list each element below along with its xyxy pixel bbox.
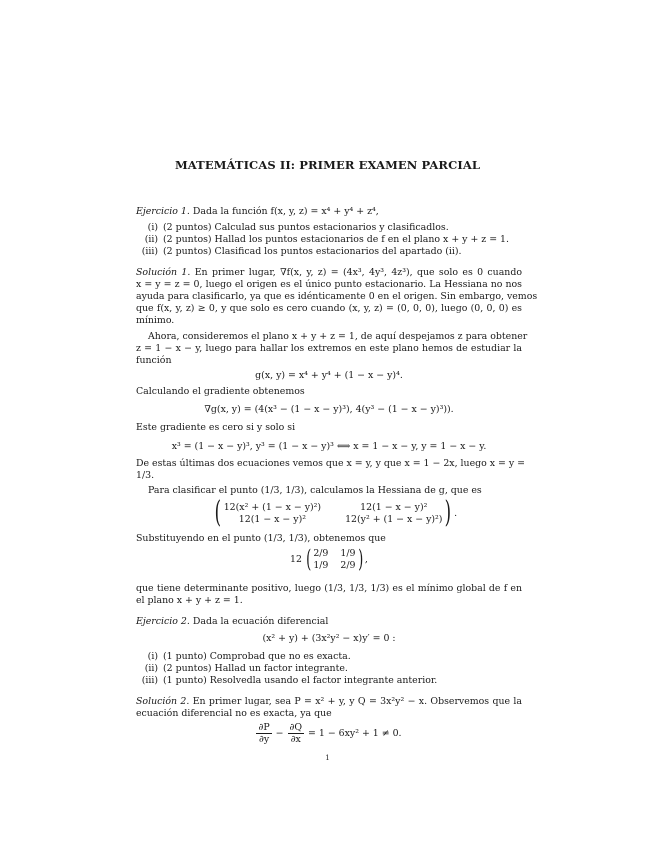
- solution-1-line: mínimo.: [136, 315, 175, 326]
- right-paren: ): [357, 545, 363, 573]
- page-number: 1: [325, 754, 330, 762]
- exercise-1-heading: [136, 206, 522, 217]
- item-number: (ii): [144, 234, 158, 245]
- solution-1-line: que tiene determinante positivo, luego (1/3, 1/3, 1/3) es el mínimo global de f en: [136, 583, 522, 594]
- left-paren: (: [214, 495, 222, 530]
- matrix-cell: 12(1 − x − y)²: [238, 513, 306, 525]
- hessian-value-grid: [313, 548, 355, 571]
- fraction-numerator: ∂Q: [289, 722, 303, 733]
- solution-1-line: z = 1 − x − y, luego para hallar los extremos en este plano hemos de estudiar la: [136, 343, 522, 354]
- item-number: (ii): [144, 663, 158, 674]
- solution-1-line: Substituyendo en el punto (1/3, 1/3), obtenemos que: [136, 533, 386, 544]
- hessian-matrix: ( 12(x² + (1 − x − y)²) 12(1 − x − y)² 12(1 − x − y)² 12(y² + (1 − x − y)²) ) .: [214, 495, 458, 530]
- exercise-1-label: Ejercicio 1.: [136, 206, 190, 217]
- matrix-cell: 1/9: [313, 559, 329, 571]
- exercise-2-heading: [136, 616, 522, 627]
- fraction-dq: [288, 722, 305, 745]
- item-text: (2 puntos) Calculad sus puntos estacionarios y clasificadlos.: [163, 222, 449, 233]
- fraction-denominator: ∂y: [258, 734, 270, 745]
- right-paren: ): [445, 495, 452, 530]
- solution-2-label: Solución 2.: [136, 696, 190, 707]
- item-number: (iii): [141, 675, 158, 686]
- page-title: MATEMÁTICAS II: PRIMER EXAMEN PARCIAL: [174, 158, 481, 172]
- solution-1-line: De estas últimas dos ecuaciones vemos que x = y, y que x = 1 − 2x, luego x = y =: [136, 458, 525, 469]
- solution-1-line: el plano x + y + z = 1.: [136, 595, 243, 606]
- solution-2-line: ecuación diferencial no es exacta, ya que: [136, 708, 332, 719]
- left-paren: (: [306, 545, 312, 573]
- exercise-1-item: [136, 234, 522, 245]
- solution-2-line: [136, 696, 522, 707]
- exercise-2-intro: Dada la ecuación diferencial: [192, 616, 329, 627]
- paragraph-text: En primer lugar, sea P = x² + y, y Q = 3x²y² − x. Observemos que la: [192, 696, 522, 707]
- item-text: (2 puntos) Clasificad los puntos estacionarios del apartado (ii).: [163, 246, 462, 257]
- solution-1-line: Este gradiente es cero si y solo si: [136, 422, 296, 433]
- hessian-value-matrix: 12 ( 2/9 1/9 1/9 2/9 ) ,: [290, 545, 368, 573]
- equation-zero: x³ = (1 − x − y)³, y³ = (1 − x − y)³ ⟺ x = 1 − x − y, y = 1 − x − y.: [171, 441, 487, 452]
- hessian-grid: [224, 502, 443, 525]
- item-number: (i): [147, 222, 158, 233]
- solution-1-line: 1/3.: [136, 470, 155, 481]
- exercise-2-item: [136, 651, 522, 662]
- solution-1-line: Calculando el gradiente obtenemos: [136, 386, 305, 397]
- matrix-cell: 12(x² + (1 − x − y)²): [223, 501, 322, 513]
- solution-1-line: función: [136, 355, 172, 366]
- matrix-cell: 12(1 − x − y)²: [360, 501, 428, 513]
- matrix-cell: 12(y² + (1 − x − y)²): [345, 513, 443, 525]
- exercise-2-label: Ejercicio 2.: [136, 616, 190, 627]
- equation-partials: [136, 722, 522, 745]
- solution-1-line: que f(x, y, z) ≥ 0, y que solo es cero cuando (x, y, z) = (0, 0, 0), luego (0, 0, 0) es: [136, 303, 522, 314]
- paragraph-text: En primer lugar, ∇f(x, y, z) = (4x³, 4y³, 4z³), que solo es 0 cuando: [194, 267, 522, 278]
- solution-1-line: ayuda para clasificarlo, ya que es idénticamente 0 en el origen. Sin embargo, vemos: [136, 291, 538, 302]
- item-text: (2 puntos) Hallad los puntos estacionarios de f en el plano x + y + z = 1.: [163, 234, 509, 245]
- item-text: (1 punto) Resolvedla usando el factor integrante anterior.: [163, 675, 438, 686]
- solution-1-line: x = y = z = 0, luego el origen es el único punto estacionario. La Hessiana no nos: [136, 279, 522, 290]
- item-number: (iii): [141, 246, 158, 257]
- matrix-cell: 2/9: [313, 547, 329, 559]
- solution-1-line: Ahora, consideremos el plano x + y + z = 1, de aquí despejamos z para obtener: [148, 331, 528, 342]
- equation-gradient: ∇g(x, y) = (4(x³ − (1 − x − y)³), 4(y³ − (1 − x − y)³)).: [204, 404, 454, 415]
- matrix-cell: 2/9: [340, 559, 356, 571]
- item-number: (i): [147, 651, 158, 662]
- item-text: (2 puntos) Hallad un factor integrante.: [163, 663, 348, 674]
- equation-g: g(x, y) = x⁴ + y⁴ + (1 − x − y)⁴.: [255, 370, 403, 381]
- equation-rest: = 1 − 6xy² + 1 ≠ 0.: [308, 728, 402, 739]
- exercise-1-item: [136, 246, 522, 257]
- fraction-denominator: ∂x: [290, 734, 301, 745]
- exercise-2-item: [136, 675, 522, 686]
- solution-1-line: [136, 267, 522, 278]
- exercise-2-item: [136, 663, 522, 674]
- equation-diff: (x² + y) + (3x²y² − x)y′ = 0 :: [262, 633, 396, 644]
- fraction-numerator: ∂P: [258, 722, 270, 733]
- exercise-1-intro: Dada la función f(x, y, z) = x⁴ + y⁴ + z⁴,: [192, 206, 379, 217]
- solution-1-label: Solución 1.: [136, 267, 191, 278]
- solution-1-line: Para clasificar el punto (1/3, 1/3), calculamos la Hessiana de g, que es: [148, 485, 482, 496]
- fraction-dp: [256, 722, 271, 745]
- matrix-coefficient: 12: [290, 553, 302, 565]
- exercise-1-item: [136, 222, 522, 233]
- item-text: (1 punto) Comprobad que no es exacta.: [163, 651, 351, 662]
- matrix-cell: 1/9: [340, 547, 356, 559]
- minus-sign: −: [275, 728, 284, 739]
